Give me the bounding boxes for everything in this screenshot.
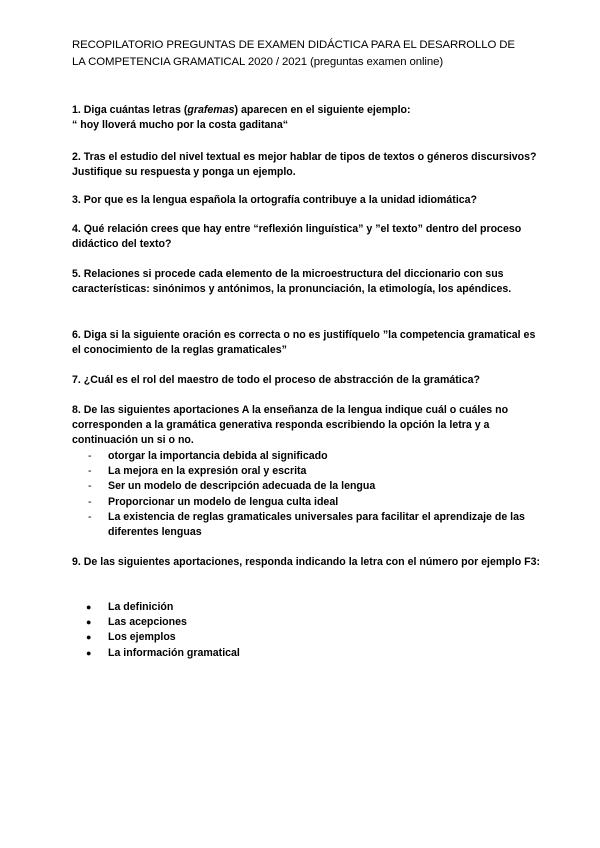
list-item xyxy=(72,615,542,630)
question-1-example: “ hoy lloverá mucho por la costa gaditana“ xyxy=(72,119,289,132)
list-item-text: La definición xyxy=(108,601,174,613)
question-2: 2. Tras el estudio del nivel textual es mejor hablar de tipos de textos o géneros discursivos? Justifique su respuesta y ponga un ejemplo. xyxy=(72,151,537,179)
list-item xyxy=(72,630,542,645)
header-line-1: RECOPILATORIO PREGUNTAS DE EXAMEN DIDÁCTICA PARA EL DESARROLLO DE xyxy=(72,39,515,51)
list-item-text: Ser un modelo de descripción adecuada de la lengua xyxy=(108,480,376,493)
bullet-icon: ● xyxy=(86,647,92,658)
question-8: 8. De las siguientes aportaciones A la enseñanza de la lengua indique cuál o cuáles no corresponden a la gramática generativa responda escribiendo la opción la letra y a continuación un si o no. xyxy=(72,404,509,447)
dash-marker: - xyxy=(88,510,92,523)
list-item xyxy=(72,646,542,661)
dash-marker: - xyxy=(88,495,92,508)
question-1-prefix: 1. Diga cuántas letras ( xyxy=(72,104,188,116)
list-item-text: La existencia de reglas gramaticales universales para facilitar el aprendizaje de las diferentes lenguas xyxy=(108,510,525,539)
question-3: 3. Por que es la lengua española la ortografía contribuye a la unidad idiomática? xyxy=(72,194,478,206)
list-item xyxy=(72,600,542,615)
list-item-text: Proporcionar un modelo de lengua culta ideal xyxy=(108,495,339,508)
bullet-icon: ● xyxy=(86,632,92,643)
question-1-suffix: ) aparecen en el siguiente ejemplo: xyxy=(234,104,411,116)
list-item xyxy=(72,479,542,494)
header-line-2: LA COMPETENCIA GRAMATICAL 2020 / 2021 (preguntas examen online) xyxy=(72,56,444,68)
list-item xyxy=(72,464,542,479)
question-9-options xyxy=(72,600,542,661)
bullet-icon: ● xyxy=(86,617,92,628)
question-9: 9. De las siguientes aportaciones, responda indicando la letra con el número por ejemplo F3: xyxy=(72,556,541,568)
dash-marker: - xyxy=(88,465,92,478)
dash-marker: - xyxy=(88,450,92,462)
list-item-text: La mejora en la expresión oral y escrita xyxy=(108,465,307,478)
question-1-emphasis: grafemas xyxy=(187,104,235,116)
question-5: 5. Relaciones si procede cada elemento de la microestructura del diccionario con sus características: sinónimos y antónimos, la pronunciación, la etimología, los apéndices. xyxy=(72,268,512,296)
list-item-text: La información gramatical xyxy=(108,646,240,659)
list-item-text: otorgar la importancia debida al significado xyxy=(108,450,328,462)
question-8-options xyxy=(72,449,542,540)
list-item-text: Las acepciones xyxy=(108,616,187,629)
document-header xyxy=(72,37,542,71)
question-1 xyxy=(72,103,542,133)
list-item xyxy=(72,449,542,464)
question-6: 6. Diga si la siguiente oración es correcta o no es justifíquelo ”la competencia gramatical es el conocimiento de la reglas gramaticales” xyxy=(72,329,536,357)
dash-marker: - xyxy=(88,480,92,493)
question-7: 7. ¿Cuál es el rol del maestro de todo el proceso de abstracción de la gramática? xyxy=(72,374,480,386)
list-item-text: Los ejemplos xyxy=(108,631,176,644)
list-item xyxy=(72,510,542,540)
list-item xyxy=(72,495,542,510)
bullet-icon: ● xyxy=(86,602,92,612)
question-4: 4. Qué relación crees que hay entre “reflexión linguística” y ”el texto” dentro del proceso didáctico del texto? xyxy=(72,223,522,251)
question-1-line-1 xyxy=(72,103,542,118)
